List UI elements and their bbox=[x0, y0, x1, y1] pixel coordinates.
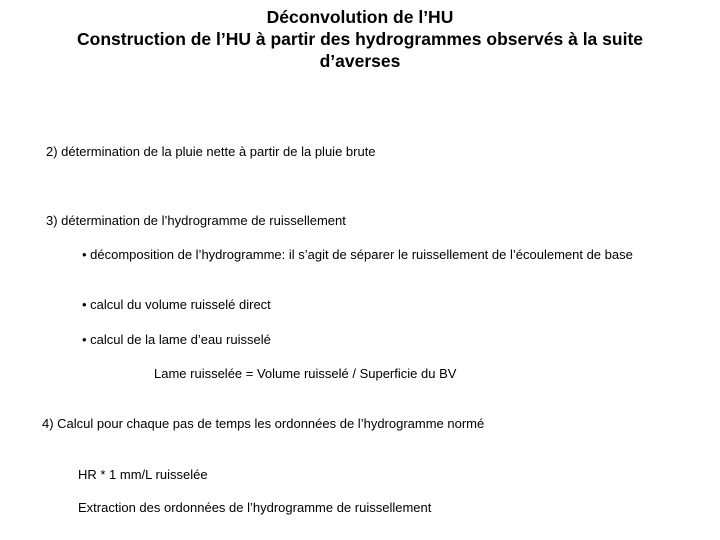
title-line-1: Déconvolution de l’HU bbox=[266, 7, 454, 27]
formula-text: Lame ruisselée = Volume ruisselé / Superficie du BV bbox=[154, 366, 457, 381]
slide-title bbox=[0, 6, 720, 72]
extraction-text: Extraction des ordonnées de l’hydrogramme de ruissellement bbox=[78, 500, 432, 515]
bullet-lame: • calcul de la lame d’eau ruisselé bbox=[82, 332, 271, 347]
bullet-volume: • calcul du volume ruisselé direct bbox=[82, 297, 271, 312]
title-line-2: Construction de l’HU à partir des hydrogrammes observés à la suite bbox=[77, 29, 643, 49]
step-4-text: 4) Calcul pour chaque pas de temps les ordonnées de l’hydrogramme normé bbox=[42, 416, 485, 431]
step-2-text: 2) détermination de la pluie nette à partir de la pluie brute bbox=[46, 144, 376, 159]
hr-text: HR * 1 mm/L ruisselée bbox=[78, 467, 208, 482]
bullet-decomposition: • décomposition de l’hydrogramme: il s’agit de séparer le ruissellement de l’écoulement de base bbox=[82, 247, 633, 262]
step-3-text: 3) détermination de l’hydrogramme de ruissellement bbox=[46, 213, 346, 228]
title-line-3: d’averses bbox=[319, 51, 401, 71]
